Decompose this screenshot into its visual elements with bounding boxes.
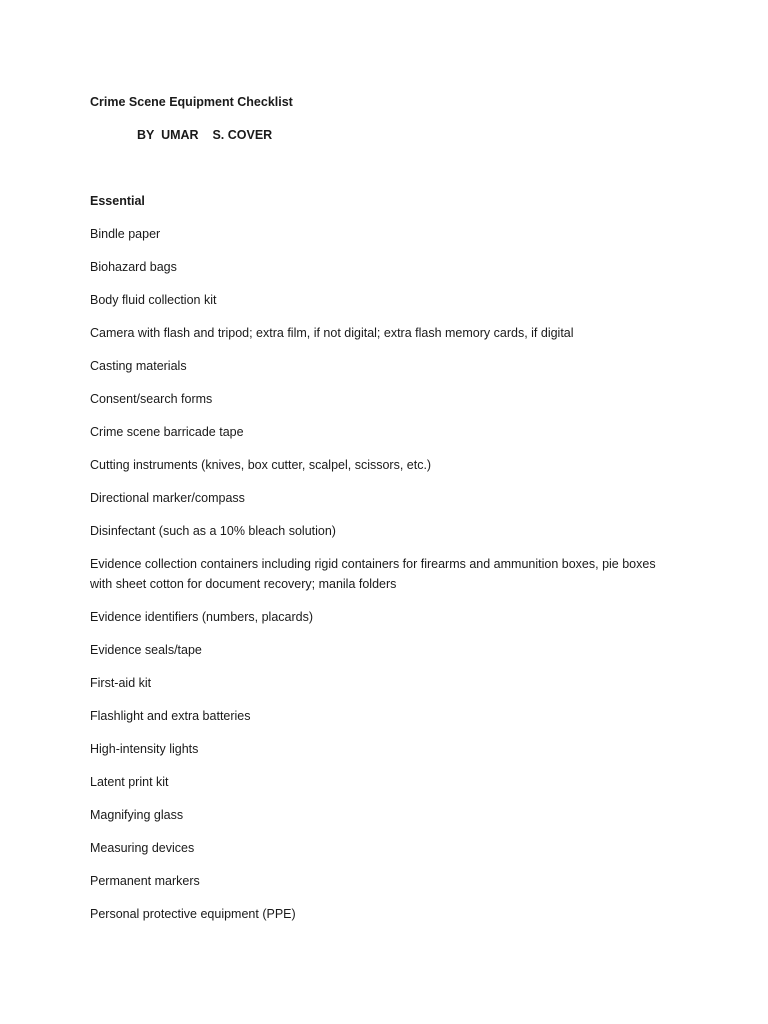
- checklist-item: High-intensity lights: [90, 742, 199, 756]
- checklist-item: First-aid kit: [90, 676, 152, 690]
- checklist-item: Permanent markers: [90, 874, 200, 888]
- checklist-item: Latent print kit: [90, 775, 169, 789]
- document-title: Crime Scene Equipment Checklist: [90, 95, 293, 109]
- checklist-item: Evidence collection containers including rigid containers for firearms and ammunition boxes, pie boxes with sheet cotton for document recovery; manila folders: [90, 557, 656, 591]
- checklist-item: Consent/search forms: [90, 392, 213, 406]
- checklist-item: Body fluid collection kit: [90, 293, 217, 307]
- checklist-item: Crime scene barricade tape: [90, 425, 244, 439]
- document-author: BY UMAR S. COVER: [137, 128, 273, 142]
- checklist-item: Personal protective equipment (PPE): [90, 907, 296, 921]
- checklist-item: Evidence seals/tape: [90, 643, 202, 657]
- checklist-item: Directional marker/compass: [90, 491, 245, 505]
- checklist-item: Measuring devices: [90, 841, 195, 855]
- checklist-item: Evidence identifiers (numbers, placards): [90, 610, 314, 624]
- checklist-item: Casting materials: [90, 359, 187, 373]
- checklist-item: Disinfectant (such as a 10% bleach solution): [90, 524, 336, 538]
- checklist: [90, 224, 678, 924]
- checklist-item: Biohazard bags: [90, 260, 177, 274]
- checklist-item: Bindle paper: [90, 227, 161, 241]
- checklist-item: Flashlight and extra batteries: [90, 709, 251, 723]
- checklist-item: Magnifying glass: [90, 808, 184, 822]
- checklist-item: Camera with flash and tripod; extra film, if not digital; extra flash memory cards, if digital: [90, 326, 574, 340]
- section-heading: Essential: [90, 194, 145, 208]
- checklist-item: Cutting instruments (knives, box cutter, scalpel, scissors, etc.): [90, 458, 432, 472]
